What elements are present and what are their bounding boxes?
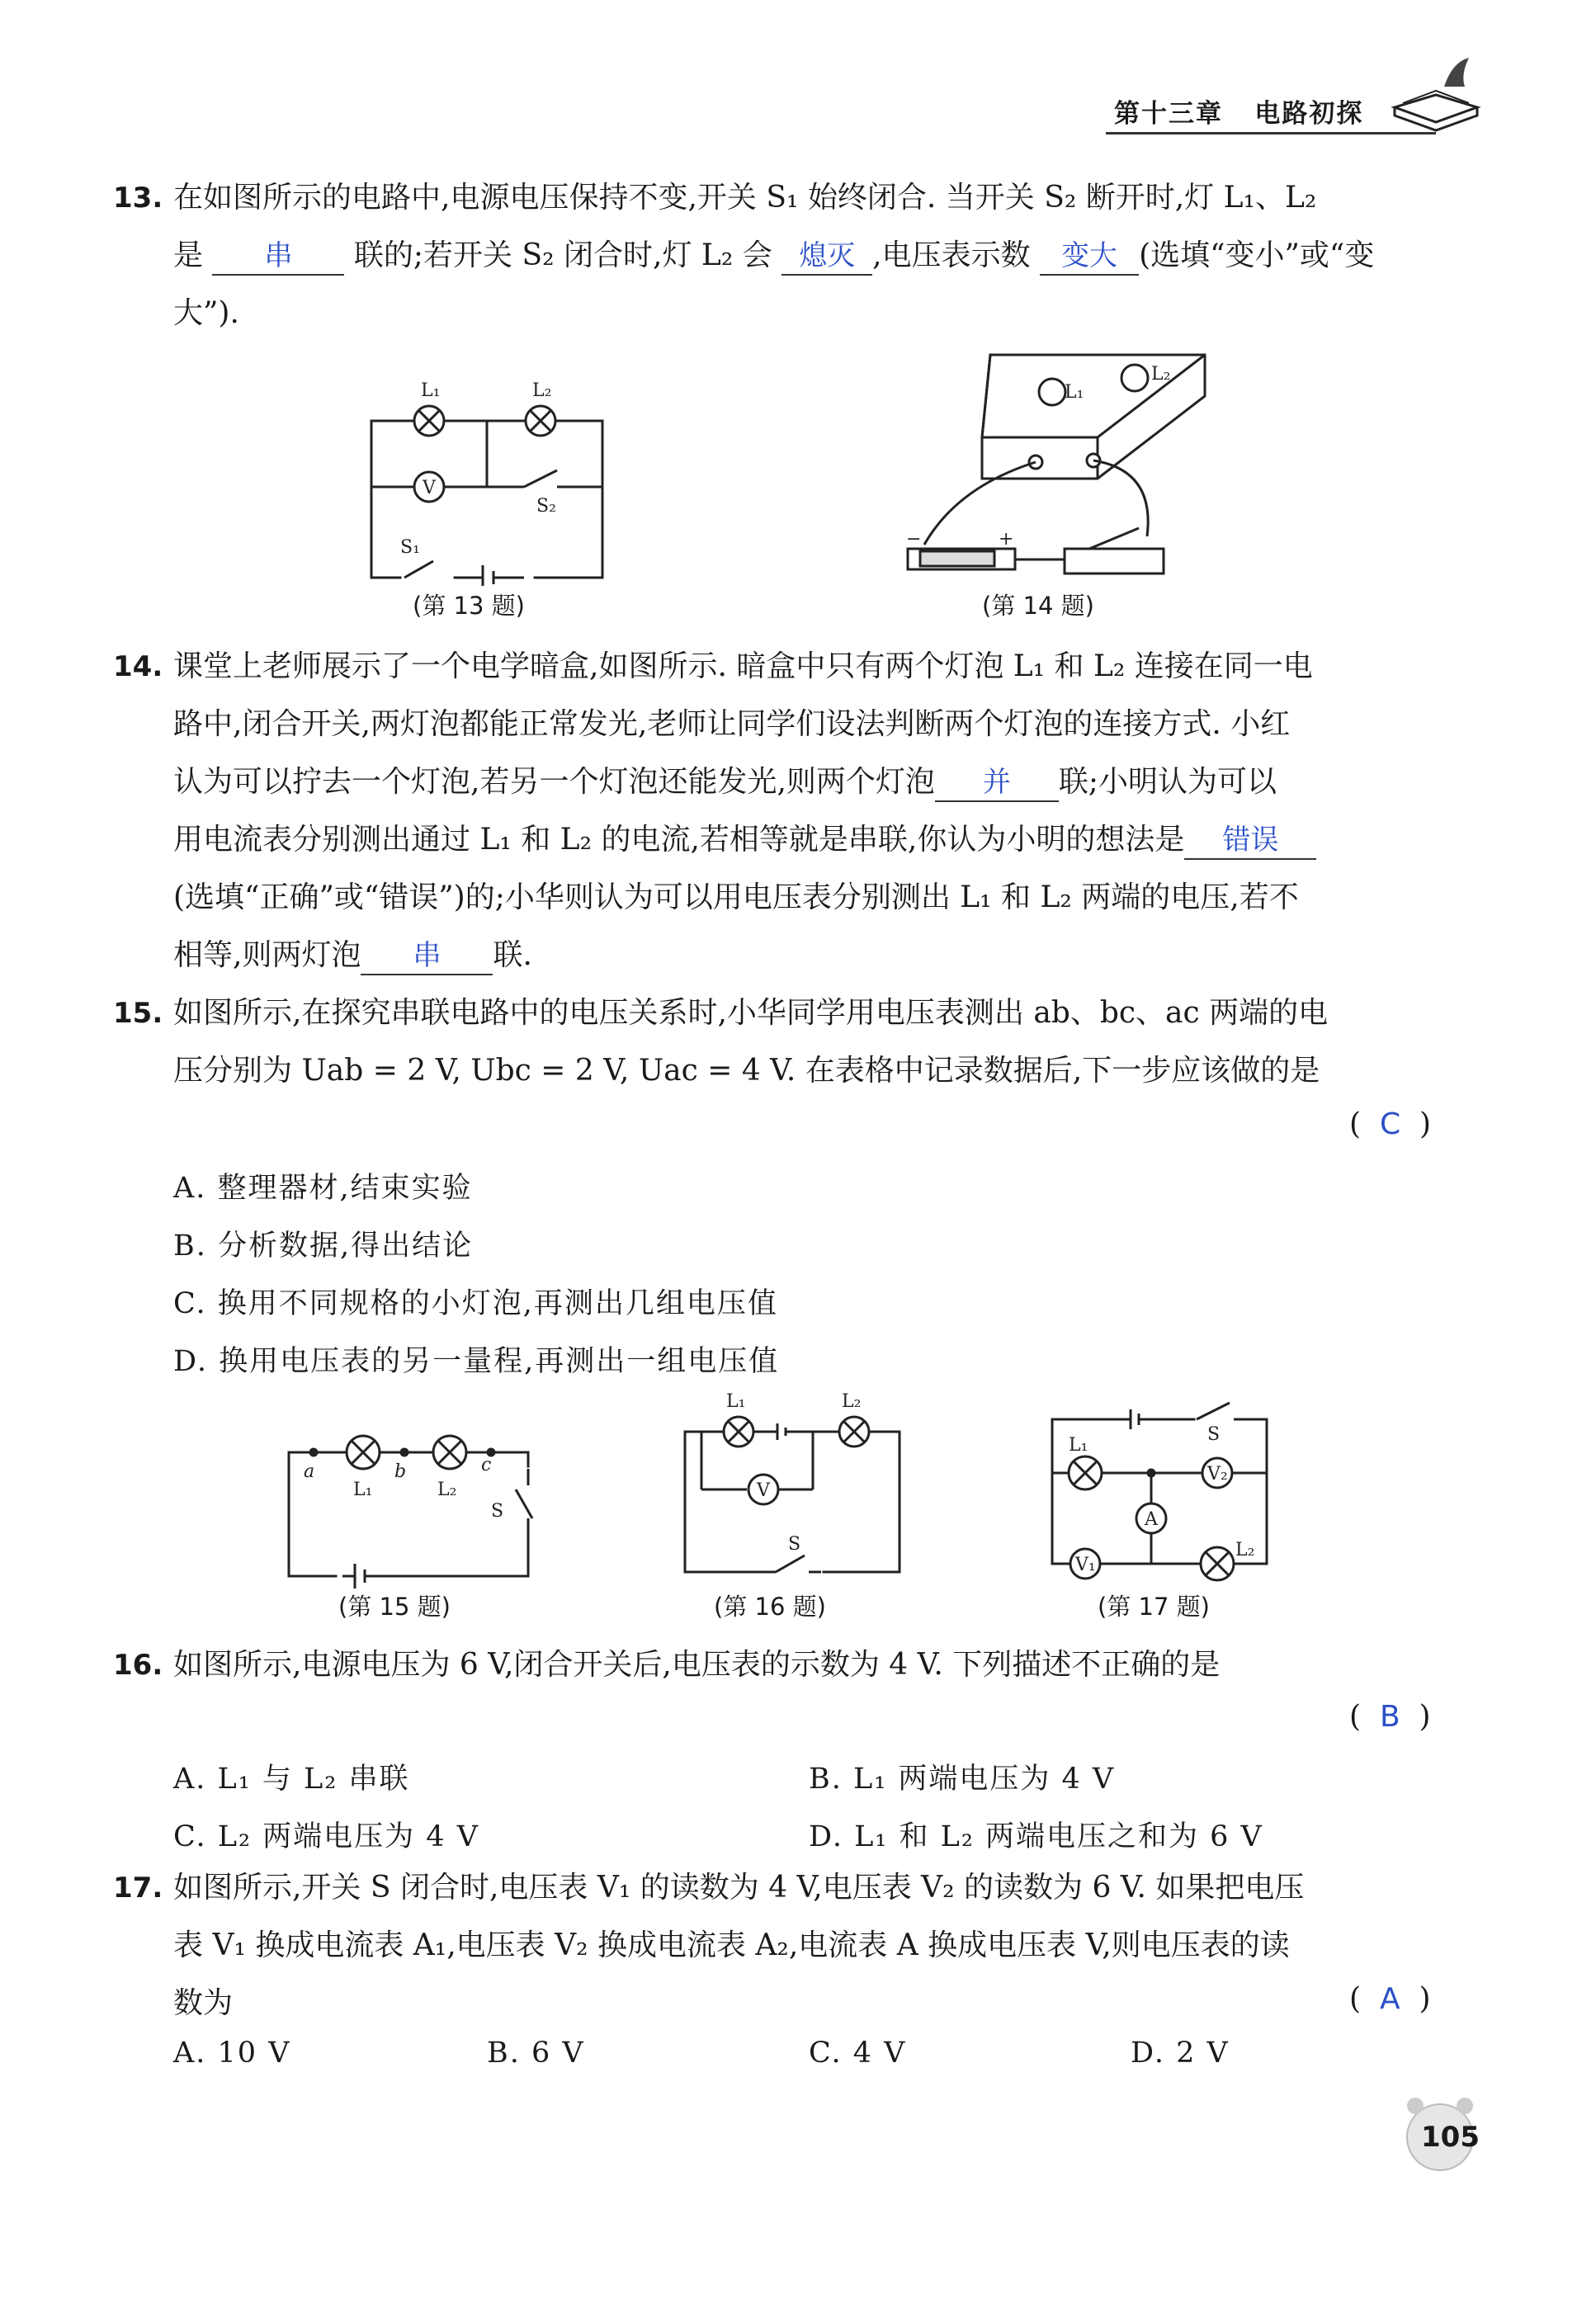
- q14-number: 14.: [113, 650, 163, 683]
- q13-label-L1: L₁: [421, 380, 441, 401]
- q13-label-S1: S₁: [400, 537, 420, 558]
- q17-caption: (第 17 题): [1098, 1593, 1210, 1621]
- q15-option-c: C. 换用不同规格的小灯泡,再测出几组电压值: [173, 1287, 778, 1320]
- q14-blank-1: 并: [935, 764, 1059, 802]
- q17-line2: 表 V₁ 换成电流表 A₁,电压表 V₂ 换成电流表 A₂,电流表 A 换成电压表 V,则电压表的读: [173, 1928, 1290, 1962]
- q17-answer: A: [1379, 1982, 1400, 2016]
- q17-label-S: S: [1207, 1424, 1221, 1445]
- q16-option-d: D. L₁ 和 L₂ 两端电压之和为 6 V: [809, 1820, 1263, 1853]
- q14-line4: [173, 811, 1316, 869]
- q14-line6: [173, 927, 532, 984]
- q14-label-minus: −: [906, 529, 922, 550]
- q13-blank-1: 串: [212, 238, 344, 276]
- q13-circuit-diagram: [355, 363, 619, 586]
- q17-label-V2: V₂: [1207, 1464, 1228, 1485]
- q13-line1: 在如图所示的电路中,电源电压保持不变,开关 S₁ 始终闭合. 当开关 S₂ 断开时,灯 L₁、L₂: [173, 181, 1317, 215]
- page-number: 105: [1421, 2121, 1480, 2154]
- q16-option-b: B. L₁ 两端电压为 4 V: [809, 1763, 1116, 1796]
- q17-option-d: D. 2 V: [1131, 2037, 1230, 2070]
- q14-line3: [173, 753, 1277, 811]
- q13-text-a: 是: [173, 238, 204, 272]
- q14-text-a: 认为可以拧去一个灯泡,若另一个灯泡还能发光,则两个灯泡: [173, 765, 935, 799]
- q17-line1: 如图所示,开关 S 闭合时,电压表 V₁ 的读数为 4 V,电压表 V₂ 的读数为 6 V. 如果把电压: [173, 1871, 1305, 1905]
- q15-label-b: b: [394, 1461, 407, 1482]
- q14-label-plus: +: [999, 529, 1014, 550]
- q13-line2: [173, 227, 1374, 285]
- chapter-header: [1114, 92, 1363, 130]
- q14-label-L1: L₁: [1065, 382, 1084, 403]
- q15-option-d: D. 换用电压表的另一量程,再测出一组电压值: [173, 1345, 780, 1378]
- q17-label-V1: V₁: [1075, 1555, 1096, 1575]
- q14-blank-3: 串: [361, 937, 493, 975]
- q16-label-L2: L₂: [842, 1391, 862, 1412]
- q17-option-a: A. 10 V: [173, 2037, 291, 2070]
- q13-line3: 大”).: [173, 296, 239, 330]
- q15-label-c: c: [481, 1455, 492, 1475]
- q16-label-V: V: [757, 1480, 770, 1501]
- q14-text-c: 用电流表分别测出通过 L₁ 和 L₂ 的电流,若相等就是串联,你认为小明的想法是: [173, 823, 1185, 857]
- q14-label-L2: L₂: [1151, 364, 1171, 385]
- q14-blank-2: 错误: [1184, 822, 1316, 860]
- q16-line1: 如图所示,电源电压为 6 V,闭合开关后,电压表的示数为 4 V. 下列描述不正确的是: [173, 1648, 1221, 1682]
- q17-label-L1: L₁: [1069, 1435, 1088, 1456]
- q14-dark-box-diagram: [875, 338, 1230, 586]
- q16-number: 16.: [113, 1649, 163, 1682]
- q17-answer-box: ( A ): [1349, 1982, 1431, 2016]
- q13-label-L2: L₂: [532, 380, 552, 401]
- q15-line2: 压分别为 Uab = 2 V, Ubc = 2 V, Uac = 4 V. 在表格中记录数据后,下一步应该做的是: [173, 1054, 1320, 1088]
- book-icon: [1386, 50, 1485, 140]
- q16-answer-box: ( B ): [1349, 1700, 1431, 1734]
- q15-option-b: B. 分析数据,得出结论: [173, 1230, 474, 1263]
- q14-text-b: 联;小明认为可以: [1058, 765, 1277, 799]
- q16-caption: (第 16 题): [714, 1593, 826, 1621]
- q13-blank-3: 变大: [1040, 238, 1139, 276]
- q17-label-A: A: [1145, 1509, 1158, 1530]
- q15-answer-box: ( C ): [1349, 1107, 1432, 1141]
- q14-line5: (选填“正确”或“错误”)的;小华则认为可以用电压表分别测出 L₁ 和 L₂ 两端的电压,若不: [173, 880, 1299, 914]
- q15-number: 15.: [113, 997, 163, 1030]
- chapter-title: 电路初探: [1254, 99, 1364, 129]
- q14-line1: 课堂上老师展示了一个电学暗盒,如图所示. 暗盒中只有两个灯泡 L₁ 和 L₂ 连接在同一电: [173, 649, 1313, 683]
- q14-line2: 路中,闭合开关,两灯泡都能正常发光,老师让同学们设法判断两个灯泡的连接方式. 小红: [173, 707, 1291, 741]
- q17-label-L2: L₂: [1235, 1540, 1255, 1560]
- q16-label-L1: L₁: [726, 1391, 746, 1412]
- q13-label-S2: S₂: [536, 496, 556, 517]
- q13-caption: (第 13 题): [413, 592, 525, 620]
- q13-number: 13.: [113, 182, 163, 215]
- q16-option-a: A. L₁ 与 L₂ 串联: [173, 1763, 410, 1796]
- q13-text-d: (选填“变小”或“变: [1139, 238, 1375, 272]
- q15-caption: (第 15 题): [338, 1593, 451, 1621]
- q13-text-c: ,电压表示数: [872, 238, 1031, 272]
- q16-option-c: C. L₂ 两端电压为 4 V: [173, 1820, 479, 1853]
- q16-circuit-diagram: [668, 1386, 916, 1584]
- q17-number: 17.: [113, 1872, 163, 1905]
- q13-text-b: 联的;若开关 S₂ 闭合时,灯 L₂ 会: [353, 238, 772, 272]
- q16-label-S: S: [788, 1534, 801, 1555]
- q13-blank-2: 熄灭: [781, 238, 872, 276]
- q13-label-V: V: [423, 478, 436, 498]
- q14-text-e: 联.: [493, 938, 532, 972]
- q15-label-a: a: [304, 1461, 315, 1482]
- q16-answer: B: [1379, 1700, 1400, 1734]
- q15-circuit-diagram: [272, 1419, 545, 1593]
- q15-label-S: S: [491, 1501, 504, 1522]
- q17-option-b: B. 6 V: [487, 2037, 585, 2070]
- q17-line3: 数为: [173, 1986, 234, 2020]
- q15-label-L1: L₁: [353, 1480, 373, 1500]
- chapter-number: 第十三章: [1114, 99, 1223, 129]
- q17-option-c: C. 4 V: [809, 2037, 907, 2070]
- q15-answer: C: [1379, 1107, 1401, 1141]
- q15-label-L2: L₂: [437, 1480, 457, 1500]
- q14-text-d: 相等,则两灯泡: [173, 938, 361, 972]
- q15-line1: 如图所示,在探究串联电路中的电压关系时,小华同学用电压表测出 ab、bc、ac 两端的电: [173, 996, 1329, 1030]
- q14-caption: (第 14 题): [982, 592, 1094, 620]
- q15-option-a: A. 整理器材,结束实验: [173, 1172, 473, 1205]
- q17-circuit-diagram: [1036, 1386, 1283, 1584]
